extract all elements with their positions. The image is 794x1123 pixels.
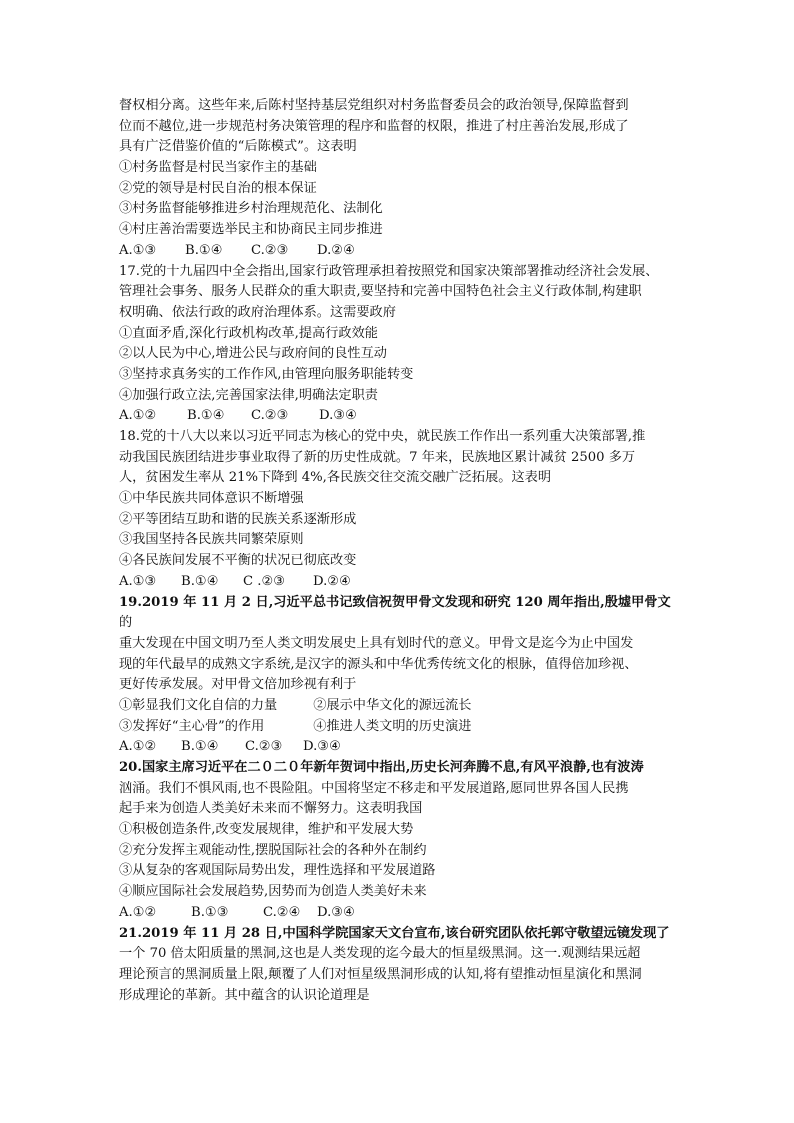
question-text: 位而不越位,进一步规范村务决策管理的程序和监督的权限，推进了村庄善治发展,形成了 bbox=[119, 118, 629, 134]
option-b[interactable]: B.①④ bbox=[185, 242, 223, 258]
question-text: 理论预言的黑洞质量上限,颠覆了人们对恒星级黑洞形成的认知,将有望推动恒星演化和黑洞 bbox=[119, 966, 642, 982]
option-c[interactable]: C.②④ bbox=[263, 904, 301, 920]
option-d[interactable]: D.②④ bbox=[313, 573, 351, 589]
statement-item: ③发挥好“主心骨”的作用 bbox=[119, 718, 265, 734]
question-text: 20.国家主席习近平在二０二０年新年贺词中指出,历史长河奔腾不息,有风平浪静,也有波涛 bbox=[119, 760, 644, 775]
statement-item: ②充分发挥主观能动性,摆脱国际社会的各种外在制约 bbox=[119, 842, 427, 858]
statement-item: ①彰显我们文化自信的力量 bbox=[119, 697, 278, 713]
option-a[interactable]: A.①③ bbox=[119, 242, 157, 258]
option-d[interactable]: D.②④ bbox=[317, 242, 355, 258]
option-d[interactable]: D.③④ bbox=[319, 408, 357, 424]
option-b[interactable]: B.①④ bbox=[181, 573, 219, 589]
question-text: 起手来为创造人类美好未来而不懈努力。这表明我国 bbox=[119, 801, 423, 817]
option-b[interactable]: B.①④ bbox=[181, 739, 219, 755]
statement-item: ②展示中华文化的源远流长 bbox=[313, 697, 472, 713]
option-a[interactable]: A.①③ bbox=[119, 573, 157, 589]
option-d[interactable]: D.③④ bbox=[303, 739, 341, 755]
answer-options bbox=[119, 572, 679, 593]
question-text: 19.2019 年 11 月 2 日,习近平总书记致信祝贺甲骨文发现和研究 120 周年指出,殷墟甲骨文 bbox=[119, 594, 671, 610]
question-text: 督权相分离。这些年来,后陈村坚持基层党组织对村务监督委员会的政治领导,保障监督到 bbox=[119, 98, 629, 113]
statement-item: ①直面矛盾,深化行政机构改革,提高行政效能 bbox=[119, 325, 378, 341]
option-c[interactable]: C.②③ bbox=[251, 242, 289, 258]
question-20 bbox=[119, 758, 679, 924]
statement-item: ④村庄善治需要选举民主和协商民主同步推进 bbox=[119, 222, 383, 238]
statement-item: ②平等团结互助和谐的民族关系逐渐形成 bbox=[119, 511, 357, 527]
option-b[interactable]: B.①③ bbox=[191, 904, 229, 920]
statement-pair bbox=[119, 717, 679, 738]
question-19 bbox=[119, 593, 679, 759]
option-c[interactable]: C .②③ bbox=[243, 573, 286, 589]
question-text: 人，贫困发生率从 21%下降到 4%,各民族交往交流交融广泛拓展。这表明 bbox=[119, 470, 552, 486]
statement-item: ③从复杂的客观国际局势出发，理性选择和平发展道路 bbox=[119, 863, 436, 879]
question-text: 17.党的十九届四中全会指出,国家行政管理承担着按照党和国家决策部署推动经济社会发展、 bbox=[119, 263, 659, 279]
question-text: 管理社会事务、服务人民群众的重大职责,要坚持和完善中国特色社会主义行政体制,构建职 bbox=[119, 284, 642, 300]
question-text: 的 bbox=[119, 615, 133, 631]
option-a[interactable]: A.①② bbox=[119, 904, 157, 920]
question-text: 现的年代最早的成熟文字系统,是汉字的源头和中华优秀传统文化的根脉，值得倍加珍视、 bbox=[119, 656, 638, 672]
question-18 bbox=[119, 427, 679, 593]
answer-options bbox=[119, 241, 679, 262]
question-16 bbox=[119, 96, 679, 262]
option-d[interactable]: D.③④ bbox=[317, 904, 355, 920]
question-text: 18.党的十八大以来以习近平同志为核心的党中央，就民族工作作出一系列重大决策部署,推 bbox=[119, 429, 646, 444]
statement-item: ②以人民为中心,增进公民与政府间的良性互动 bbox=[119, 346, 387, 362]
answer-options bbox=[119, 737, 679, 758]
option-c[interactable]: C.②③ bbox=[251, 408, 289, 424]
statement-item: ②党的领导是村民自治的根本保证 bbox=[119, 180, 317, 196]
question-text: 更好传承发展。对甲骨文倍加珍视有利于 bbox=[119, 677, 357, 693]
statement-item: ③坚持求真务实的工作作风,由管理向服务职能转变 bbox=[119, 366, 414, 382]
exam-page bbox=[119, 96, 679, 1006]
statement-item: ③村务监督能够推进乡村治理规范化、法制化 bbox=[119, 201, 383, 217]
statement-pair bbox=[119, 696, 679, 717]
question-text: 汹涌。我们不惧风雨,也不畏险阻。中国将坚定不移走和平发展道路,愿同世界各国人民携 bbox=[119, 780, 629, 796]
statement-item: ①积极创造条件,改变发展规律，维护和平发展大势 bbox=[119, 822, 414, 838]
statement-item: ①村务监督是村民当家作主的基础 bbox=[119, 160, 317, 176]
question-17 bbox=[119, 262, 679, 428]
question-text: 一个 70 倍太阳质量的黑洞,这也是人类发现的迄今最大的恒星级黑洞。这一.观测结果远超 bbox=[119, 946, 641, 962]
option-a[interactable]: A.①② bbox=[119, 408, 157, 424]
statement-item: ④顺应国际社会发展趋势,因势而为创造人类美好未来 bbox=[119, 884, 427, 900]
answer-options bbox=[119, 406, 679, 427]
option-a[interactable]: A.①② bbox=[119, 739, 157, 755]
option-c[interactable]: C.②③ bbox=[245, 739, 283, 755]
question-text: 形成理论的革新。其中蕴含的认识论道理是 bbox=[119, 987, 370, 1003]
question-21 bbox=[119, 924, 679, 1007]
statement-item: ①中华民族共同体意识不断增强 bbox=[119, 491, 304, 507]
question-text: 21.2019 年 11 月 28 日,中国科学院国家天文台宣布,该台研究团队依托郭守敬望远镜发现了 bbox=[119, 925, 670, 941]
option-b[interactable]: B.①④ bbox=[187, 408, 225, 424]
statement-item: ④各民族间发展不平衡的状况已彻底改变 bbox=[119, 553, 357, 569]
question-text: 具有广泛借鉴价值的“后陈模式”。这表明 bbox=[119, 139, 357, 155]
question-text: 权明确、依法行政的政府治理体系。这需要政府 bbox=[119, 304, 396, 320]
question-text: 重大发现在中国文明乃至人类文明发展史上具有划时代的意义。甲骨文是迄今为止中国发 bbox=[119, 635, 634, 651]
statement-item: ④推进人类文明的历史演进 bbox=[313, 718, 472, 734]
statement-item: ④加强行政立法,完善国家法律,明确法定职责 bbox=[119, 387, 378, 403]
statement-item: ③我国坚持各民族共同繁荣原则 bbox=[119, 532, 304, 548]
question-text: 动我国民族团结进步事业取得了新的历史性成就。7 年来，民族地区累计减贫 2500 多万 bbox=[119, 449, 636, 465]
answer-options bbox=[119, 903, 679, 924]
